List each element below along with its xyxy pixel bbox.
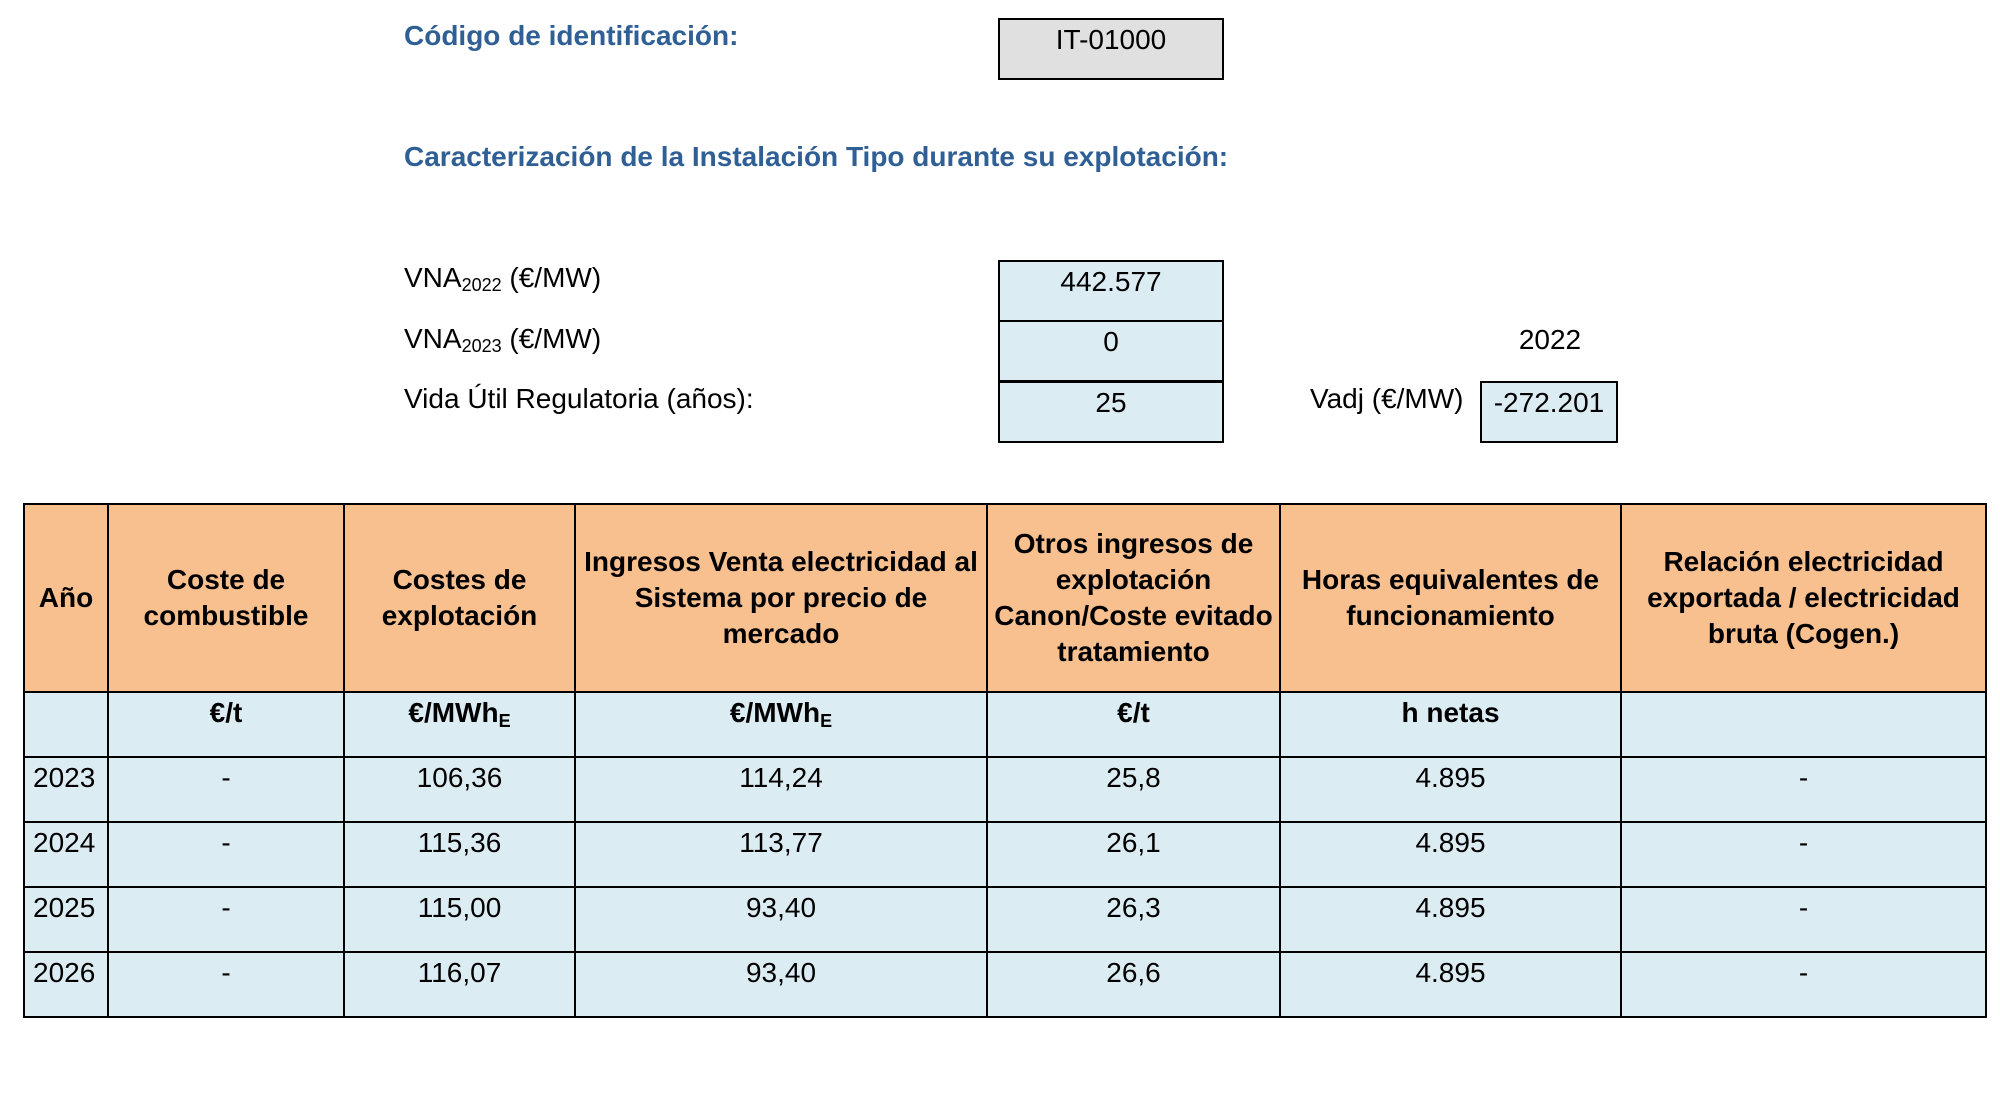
unit-main: €/MWh (408, 697, 499, 728)
unit-coste-combustible (108, 692, 344, 757)
cell-relacion: - (1621, 757, 1986, 822)
vna2023-value: 0 (998, 320, 1224, 382)
unit-main: €/t (1117, 697, 1150, 728)
header-horas-equivalentes: Horas equivalentes de funcionamiento (1280, 504, 1621, 692)
unit-sub: E (820, 711, 833, 731)
table-row (24, 822, 1986, 887)
unit-otros-ingresos (987, 692, 1280, 757)
header-ingresos-venta: Ingresos Venta electricidad al Sistema por precio de mercado (575, 504, 987, 692)
table-row (24, 887, 1986, 952)
cell-otros-ingresos: 26,6 (987, 952, 1280, 1017)
cell-otros-ingresos: 26,1 (987, 822, 1280, 887)
header-otros-ingresos: Otros ingresos de explotación Canon/Coste evitado tratamiento (987, 504, 1280, 692)
id-label: Código de identificación: (404, 20, 739, 51)
cell-ingresos-venta: 113,77 (575, 822, 987, 887)
header-costes-explotacion: Costes de explotación (344, 504, 575, 692)
cell-horas: 4.895 (1280, 822, 1621, 887)
unit-main: €/t (209, 697, 243, 728)
cell-relacion: - (1621, 822, 1986, 887)
cell-relacion: - (1621, 952, 1986, 1017)
vna2023-prefix: VNA (404, 323, 462, 354)
cell-coste-combustible: - (108, 952, 344, 1017)
unit-relacion (1621, 692, 1986, 757)
vna2022-unit: (€/MW) (501, 262, 602, 293)
cell-horas: 4.895 (1280, 887, 1621, 952)
cell-coste-combustible: - (108, 757, 344, 822)
cell-coste-combustible: - (108, 822, 344, 887)
explotacion-table (23, 503, 1987, 1018)
vna2022-sub: 2022 (461, 275, 502, 295)
cell-year: 2023 (24, 757, 108, 822)
id-value-box: IT-01000 (998, 18, 1224, 80)
vna2022-label (404, 262, 601, 296)
cell-otros-ingresos: 25,8 (987, 757, 1280, 822)
header-coste-combustible: Coste de combustible (108, 504, 344, 692)
unit-sub: E (498, 711, 511, 731)
table-row (24, 757, 1986, 822)
vadj-label: Vadj (€/MW) (1310, 383, 1464, 414)
header-ano: Año (24, 504, 108, 692)
unit-ano (24, 692, 108, 757)
vna2023-unit: (€/MW) (501, 323, 602, 354)
vna2023-sub: 2023 (461, 336, 502, 356)
cell-relacion: - (1621, 887, 1986, 952)
vna2023-label (404, 323, 601, 357)
cell-costes-explotacion: 116,07 (344, 952, 575, 1017)
reference-year: 2022 (1518, 324, 1582, 355)
vida-util-value: 25 (998, 381, 1224, 443)
section-title: Caracterización de la Instalación Tipo durante su explotación: (404, 141, 1229, 172)
cell-otros-ingresos: 26,3 (987, 887, 1280, 952)
unit-main: €/MWh (729, 697, 821, 728)
unit-horas (1280, 692, 1621, 757)
cell-year: 2024 (24, 822, 108, 887)
header-row (24, 504, 1986, 692)
unit-main: h netas (1401, 697, 1500, 728)
cell-ingresos-venta: 93,40 (575, 952, 987, 1017)
cell-year: 2026 (24, 952, 108, 1017)
vna2022-prefix: VNA (404, 262, 462, 293)
cell-ingresos-venta: 114,24 (575, 757, 987, 822)
cell-horas: 4.895 (1280, 757, 1621, 822)
header-relacion-electricidad: Relación electricidad exportada / electricidad bruta (Cogen.) (1621, 504, 1986, 692)
cell-costes-explotacion: 115,00 (344, 887, 575, 952)
cell-horas: 4.895 (1280, 952, 1621, 1017)
vna2022-value: 442.577 (998, 260, 1224, 322)
cell-year: 2025 (24, 887, 108, 952)
cell-costes-explotacion: 106,36 (344, 757, 575, 822)
unit-ingresos-venta (575, 692, 987, 757)
table-row (24, 952, 1986, 1017)
vida-util-label: Vida Útil Regulatoria (años): (404, 383, 754, 414)
cell-ingresos-venta: 93,40 (575, 887, 987, 952)
cell-coste-combustible: - (108, 887, 344, 952)
cell-costes-explotacion: 115,36 (344, 822, 575, 887)
vadj-value: -272.201 (1480, 381, 1618, 443)
unit-costes-explotacion (344, 692, 575, 757)
units-row (24, 692, 1986, 757)
